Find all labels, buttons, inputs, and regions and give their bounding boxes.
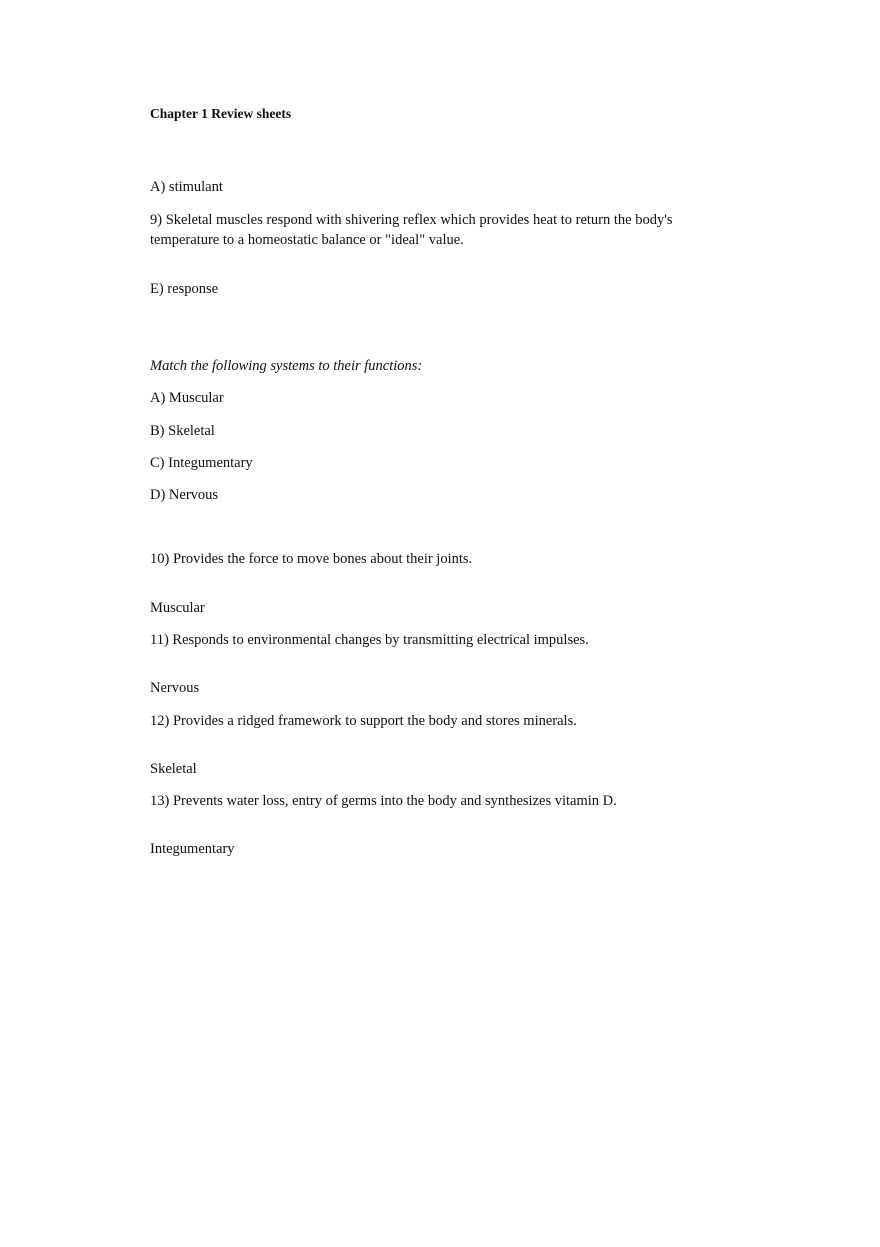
option-d: D) Nervous: [150, 487, 219, 503]
option-b: B) Skeletal: [150, 423, 215, 439]
question-11: 11) Responds to environmental changes by transmitting electrical impulses.: [150, 632, 589, 648]
page-title: Chapter 1 Review sheets: [150, 106, 292, 121]
answer-a-stimulant: A) stimulant: [150, 179, 223, 195]
question-10: 10) Provides the force to move bones about their joints.: [150, 551, 473, 567]
answer-12: Skeletal: [150, 761, 197, 777]
matching-instruction: Match the following systems to their functions:: [150, 358, 423, 374]
answer-10: Muscular: [150, 600, 205, 616]
answer-13: Integumentary: [150, 841, 235, 857]
question-9-line-2: temperature to a homeostatic balance or "ideal" value.: [150, 232, 464, 248]
option-c: C) Integumentary: [150, 455, 253, 471]
question-13: 13) Prevents water loss, entry of germs into the body and synthesizes vitamin D.: [150, 793, 617, 809]
question-9-line-1: 9) Skeletal muscles respond with shivering reflex which provides heat to return the body's: [150, 212, 673, 228]
option-a: A) Muscular: [150, 390, 224, 406]
question-12: 12) Provides a ridged framework to support the body and stores minerals.: [150, 713, 577, 729]
answer-11: Nervous: [150, 680, 200, 696]
answer-e-response: E) response: [150, 281, 219, 297]
